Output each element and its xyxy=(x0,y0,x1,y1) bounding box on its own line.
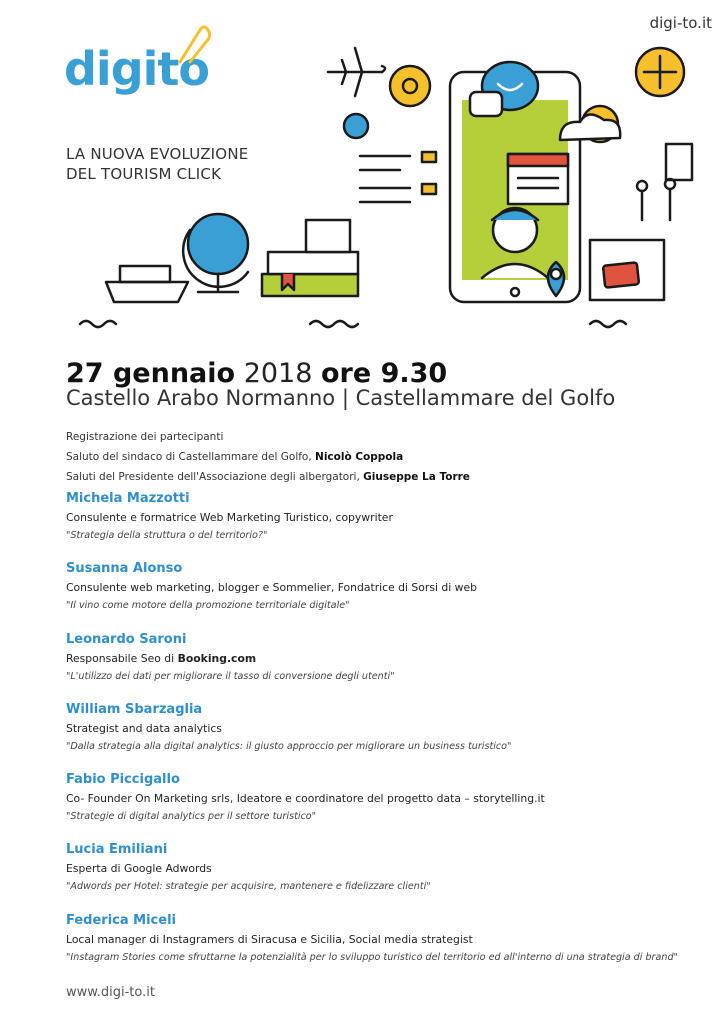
globe-icon xyxy=(183,214,248,292)
speaker-role: Strategist and data analytics xyxy=(66,721,222,735)
speaker-role: Co- Founder On Marketing srls, Ideatore e coordinatore del progetto data – storytelling.it xyxy=(66,792,545,806)
speaker-talk: "Il vino come motore della promozione territoriale digitale" xyxy=(66,600,350,612)
site-url-bottom[interactable]: www.digi-to.it xyxy=(66,985,155,1000)
passport-icon xyxy=(666,144,692,180)
speaker-item xyxy=(66,490,706,560)
tagline-line-1: LA NUOVA EVOLUZIONE xyxy=(66,145,249,163)
event-day: 27 gennaio xyxy=(66,358,236,389)
cruise-ship-icon xyxy=(106,266,188,302)
profile-icon xyxy=(344,114,368,138)
event-venue: Castello Arabo Normanno | Castellammare del Golfo xyxy=(66,386,616,410)
speaker-name: Federica Miceli xyxy=(66,912,176,928)
speaker-item xyxy=(66,701,706,771)
speaker-talk: "Adwords per Hotel: strategie per acquisire, mantenere e fidelizzare clienti" xyxy=(66,881,431,893)
speaker-name: Michela Mazzotti xyxy=(66,491,190,506)
logo-text: digito xyxy=(64,42,209,96)
tagline-line-2: DEL TOURISM CLICK xyxy=(66,165,222,183)
speaker-name: Lucia Emiliani xyxy=(66,842,168,858)
speaker-role: Consulente e formatrice Web Marketing Turistico, copywriter xyxy=(66,511,393,524)
travel-illustration xyxy=(70,20,724,340)
airplane-icon xyxy=(328,48,385,96)
intro-line-3: Saluti del Presidente dell'Associazione degli albergatori, Giuseppe La Torre xyxy=(66,471,470,483)
speaker-role: Esperta di Google Adwords xyxy=(66,862,212,876)
speaker-item xyxy=(66,631,706,701)
waves-decoration xyxy=(80,321,116,327)
compass-icon xyxy=(636,48,684,96)
family-icon xyxy=(637,179,675,220)
event-year: 2018 xyxy=(243,358,313,389)
event-time: ore 9.30 xyxy=(321,358,448,389)
speaker-item xyxy=(66,771,706,841)
speaker-item xyxy=(66,912,706,982)
calendar-icon xyxy=(508,154,568,204)
speaker-list xyxy=(66,490,706,982)
speaker-talk: "Dalla strategia alla digital analytics: il giusto approccio per migliorare un business turistico" xyxy=(66,740,512,752)
suitcase-icon xyxy=(590,240,664,300)
speaker-item xyxy=(66,560,706,630)
speaker-role: Consulente web marketing, blogger e Sommelier, Fondatrice di Sorsi di web xyxy=(66,581,477,595)
site-url-top[interactable]: digi-to.it xyxy=(649,14,712,32)
speaker-talk: "L'utilizzo dei dati per migliorare il tasso di conversione degli utenti" xyxy=(66,670,395,682)
speaker-talk: "Instagram Stories come sfruttarne la potenzialità per lo sviluppo turistico del territorio ed all'interno di una strategia di brand" xyxy=(66,951,678,963)
speaker-item xyxy=(66,841,706,911)
speaker-name: William Sbarzaglia xyxy=(66,701,203,717)
speaker-name: Leonardo Saroni xyxy=(66,631,187,647)
settings-bubble-icon xyxy=(390,66,430,106)
intro-line-2: Saluto del sindaco di Castellammare del Golfo, Nicolò Coppola xyxy=(66,451,404,463)
speaker-name: Fabio Piccigallo xyxy=(66,772,180,788)
speaker-name: Susanna Alonso xyxy=(66,561,183,577)
intro-program xyxy=(66,427,470,487)
intro-line-1: Registrazione dei partecipanti xyxy=(66,431,224,443)
speaker-talk: "Strategie di digital analytics per il settore turistico" xyxy=(66,811,317,823)
books-icon xyxy=(262,220,358,296)
speaker-talk: "Strategia della struttura o del territorio?" xyxy=(66,530,268,541)
speaker-role: Responsabile Seo di Booking.com xyxy=(66,651,257,665)
speaker-role: Local manager di Instagramers di Siracusa e Sicilia, Social media strategist xyxy=(66,932,473,946)
event-date xyxy=(66,358,447,389)
checklist-icon xyxy=(360,152,436,202)
